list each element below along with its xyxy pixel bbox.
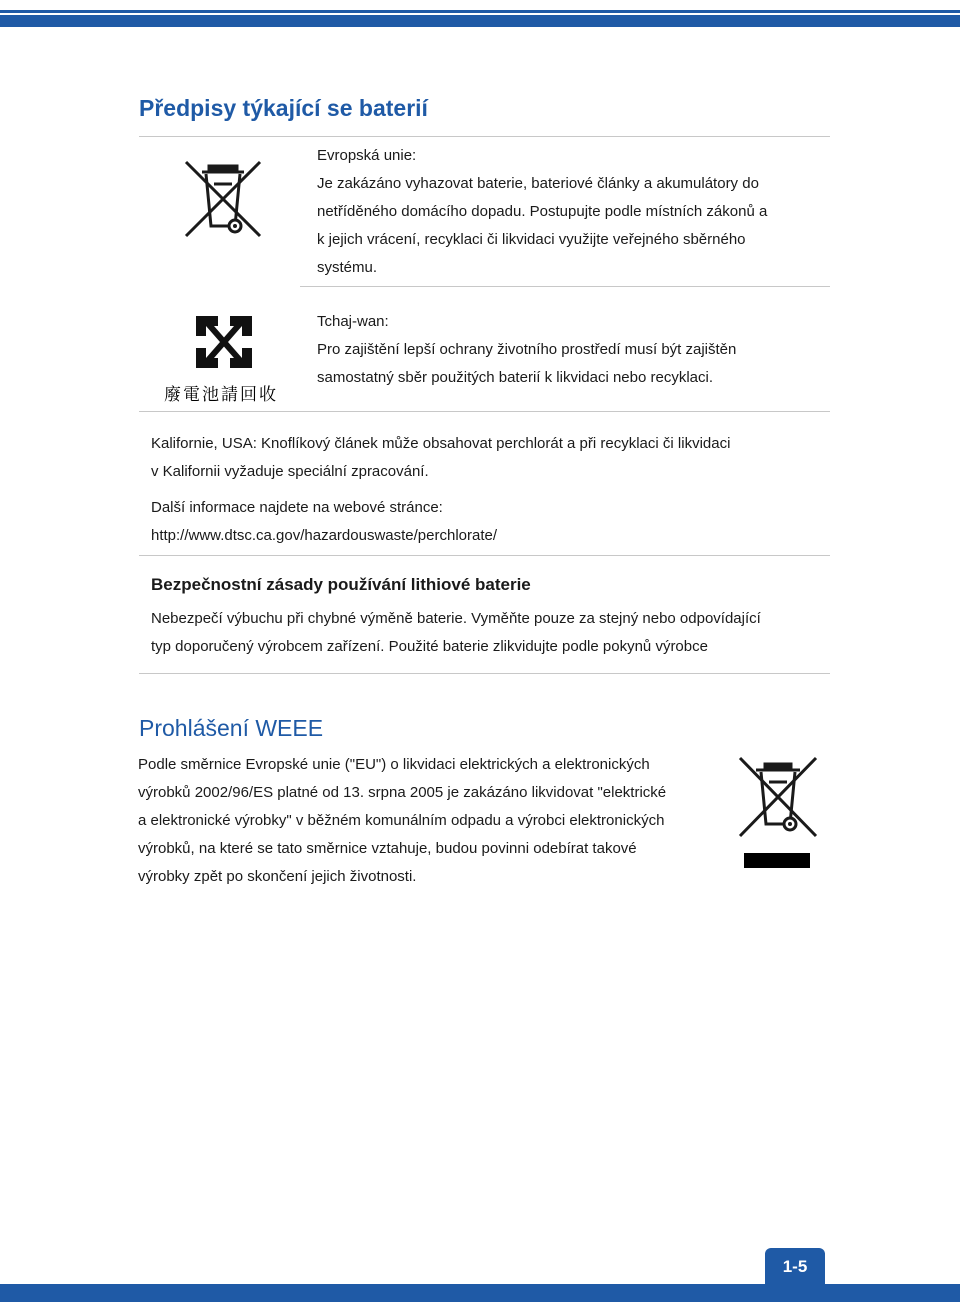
divider [139,411,830,412]
eu-heading: Evropská unie: [317,147,417,164]
divider [300,286,830,287]
weee-section-title: Prohlášení WEEE [139,715,324,741]
header-bar-thin [0,10,960,13]
taiwan-logo-text: 廢電池請回收 [164,385,278,405]
eu-line: systému. [317,259,378,276]
taiwan-recycle-icon [192,312,256,372]
battery-section-title: Předpisy týkající se baterií [139,95,428,121]
taiwan-line: samostatný sběr použitých baterií k likvidaci nebo recyklaci. [317,369,714,386]
taiwan-heading: Tchaj-wan: [317,313,389,330]
crossed-bin-icon [182,158,264,240]
header-bar [0,15,960,27]
divider [139,555,830,556]
footer-bar [0,1284,960,1302]
taiwan-line: Pro zajištění lepší ochrany životního prostředí musí být zajištěn [317,341,737,358]
california-info-label: Další informace najdete na webové stránce: [151,499,443,516]
california-line: v Kalifornii vyžaduje speciální zpracování. [151,463,429,480]
california-url[interactable]: http://www.dtsc.ca.gov/hazardouswaste/perchlorate/ [151,527,498,544]
eu-line: k jejich vrácení, recyklaci či likvidaci využijte veřejného sběrného [317,231,746,248]
lithium-line: Nebezpečí výbuchu při chybné výměně baterie. Vyměňte pouze za stejný nebo odpovídající [151,610,761,627]
weee-line: Podle směrnice Evropské unie ("EU") o likvidaci elektrických a elektronických [138,756,650,773]
weee-line: a elektronické výrobky" v běžném komunálním odpadu a výrobci elektronických [138,812,665,829]
weee-line: výrobky zpět po skončení jejich životnosti. [138,868,417,885]
eu-line: Je zakázáno vyhazovat baterie, bateriové články a akumulátory do [317,175,759,192]
weee-bin-icon [738,756,818,871]
weee-line: výrobků, na které se tato směrnice vztahuje, budou povinni odebírat takové [138,840,637,857]
divider [139,673,830,674]
weee-line: výrobků 2002/96/ES platné od 13. srpna 2005 je zakázáno likvidovat "elektrické [138,784,667,801]
california-line: Kalifornie, USA: Knoflíkový článek může obsahovat perchlorát a při recyklaci či likvidaci [151,435,731,452]
page-number: 1-5 [765,1248,825,1284]
divider [139,136,830,137]
lithium-line: typ doporučený výrobcem zařízení. Použité baterie zlikvidujte podle pokynů výrobce [151,638,708,655]
lithium-heading: Bezpečnostní zásady používání lithiové baterie [151,575,531,594]
eu-line: netříděného domácího dopadu. Postupujte podle místních zákonů a [317,203,768,220]
